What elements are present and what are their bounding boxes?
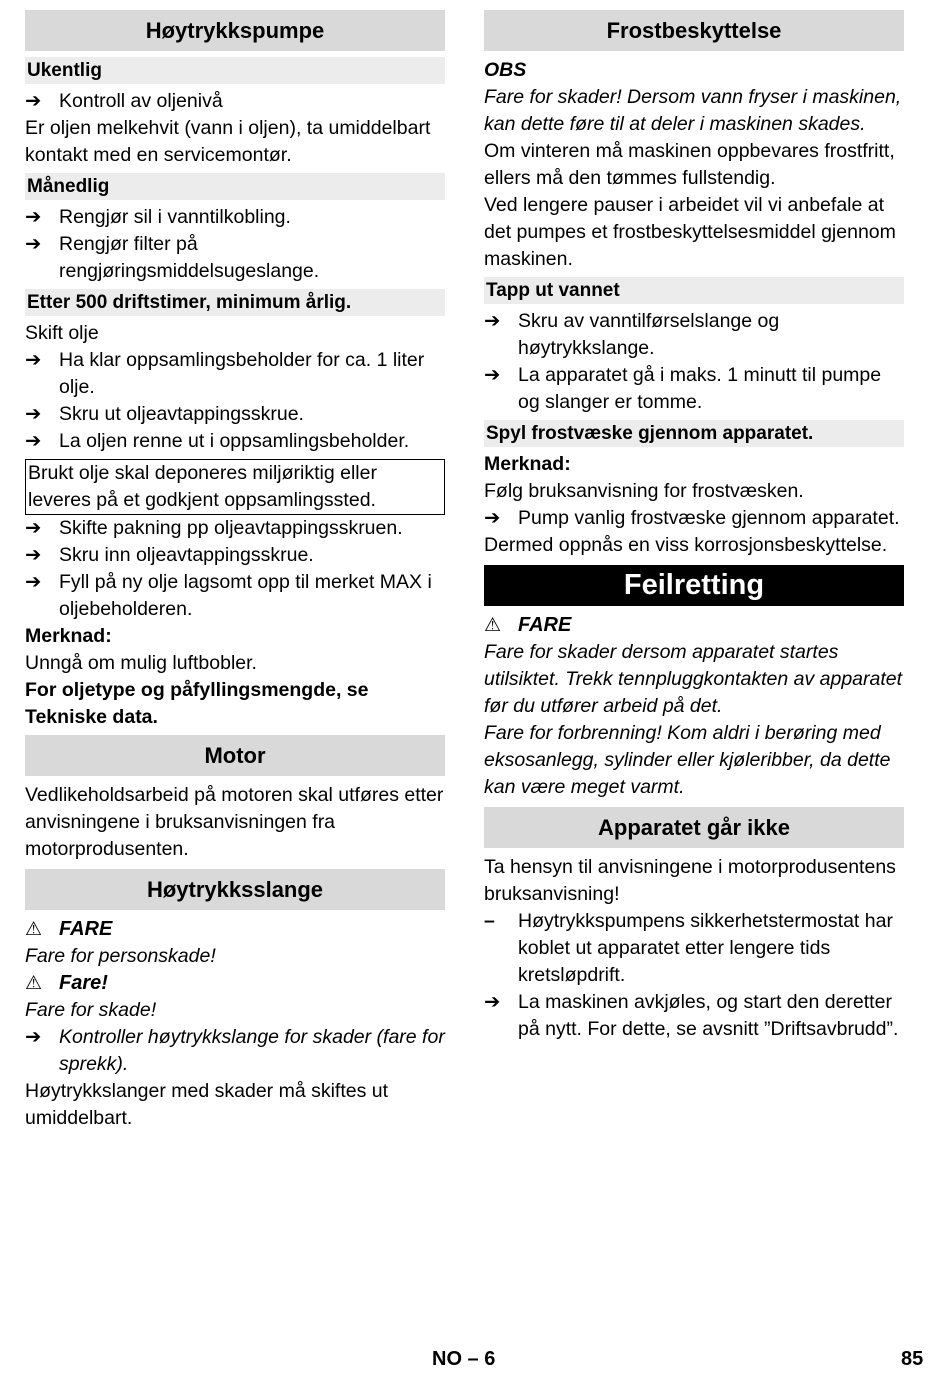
arrow-icon: ➔ (25, 571, 42, 593)
danger-text: Fare for skade! (25, 999, 157, 1021)
arrow-icon: ➔ (25, 233, 42, 255)
hose-text: Høytrykkslanger med skader må skiftes ut umiddelbart. (25, 1080, 389, 1129)
list-item: ➔ Kontroll av oljenivå (25, 88, 445, 115)
weekly-text: Er oljen melkehvit (vann i oljen), ta umiddelbart kontakt med en servicemontør. (25, 117, 431, 166)
arrow-icon: ➔ (484, 991, 501, 1013)
section-title-device-not-running: Apparatet går ikke (484, 807, 904, 848)
pause-text: Ved lengere pauser i arbeidet vil vi anbefale at det pumpes et frostbeskyttelsesmiddel gjennom maskinen. (484, 194, 896, 270)
section-title-troubleshooting: Feilretting (484, 565, 904, 606)
danger-warning: ⚠ FARE (25, 916, 445, 943)
list-item: ➔ Skru inn oljeavtappingsskrue. (25, 542, 445, 569)
list-item: ➔ Rengjør filter på rengjøringsmiddelsugeslange. (25, 233, 320, 282)
arrow-icon: ➔ (25, 430, 42, 452)
subheading-after-500-hours: Etter 500 driftstimer, minimum årlig. (25, 289, 445, 316)
arrow-icon: ➔ (25, 403, 42, 425)
arrow-icon: ➔ (484, 507, 501, 529)
page-number: 85 (901, 1348, 924, 1370)
subheading-flush-antifreeze: Spyl frostvæske gjennom apparatet. (484, 420, 904, 447)
danger-warning: ⚠ Fare! (25, 970, 445, 997)
language-page-code: NO – 6 (432, 1348, 496, 1370)
section-title-high-pressure-hose: Høytrykksslange (25, 869, 445, 910)
note-text: Unngå om mulig luftbobler. (25, 652, 257, 674)
left-column (25, 10, 445, 1132)
list-item: ➔ Skru av vanntilførselslange og høytrykkslange. (484, 310, 780, 359)
winter-text: Om vinteren må maskinen oppbevares frostfritt, ellers må den tømmes fullstendig. (484, 140, 895, 189)
warning-icon: ⚠ (25, 973, 43, 994)
section-title-frost-protection: Frostbeskyttelse (484, 10, 904, 51)
subheading-weekly: Ukentlig (25, 57, 445, 84)
arrow-icon: ➔ (25, 90, 42, 112)
note-text: Følg bruksanvisning for frostvæsken. (484, 480, 804, 502)
oil-type-note: For oljetype og påfyllingsmengde, se Tekniske data. (25, 679, 369, 728)
change-oil-text: Skift olje (25, 322, 99, 344)
list-item: ➔ Pump vanlig frostvæske gjennom apparatet. (484, 505, 904, 532)
note-label: Merknad: (25, 625, 112, 647)
subheading-monthly: Månedlig (25, 173, 445, 200)
motor-text: Vedlikeholdsarbeid på motoren skal utføres etter anvisningene i bruksanvisningen fra motorprodusenten. (25, 784, 444, 860)
list-item: ➔ Ha klar oppsamlingsbeholder for ca. 1 liter olje. (25, 349, 425, 398)
subheading-drain-water: Tapp ut vannet (484, 277, 904, 304)
danger-text: Fare for personskade! (25, 945, 216, 967)
oil-disposal-note: Brukt olje skal deponeres miljøriktig eller leveres på et godkjent oppsamlingssted. (25, 459, 445, 515)
danger-warning: ⚠ FARE (484, 612, 904, 639)
arrow-icon: ➔ (484, 364, 501, 386)
instructions-text: Ta hensyn til anvisningene i motorprodusentens bruksanvisning! (484, 856, 896, 905)
list-item: ➔ Skifte pakning pp oljeavtappingsskruen. (25, 515, 445, 542)
list-item: ➔ Skru ut oljeavtappingsskrue. (25, 401, 445, 428)
list-item: – Høytrykkspumpens sikkerhetstermostat har koblet ut apparatet etter lengere tids kretsløpdrift. (484, 910, 893, 986)
obs-text: Fare for skader! Dersom vann fryser i maskinen, kan dette føre til at deler i maskinen skades. (484, 86, 902, 135)
arrow-icon: ➔ (25, 349, 42, 371)
burn-text: Fare for forbrenning! Kom aldri i berøring med eksosanlegg, sylinder eller kjøleribber, da dette kan være meget varmt. (484, 722, 891, 798)
corrosion-text: Dermed oppnås en viss korrosjonsbeskyttelse. (484, 534, 888, 556)
list-item: ➔ La oljen renne ut i oppsamlingsbeholder. (25, 428, 445, 455)
warning-icon: ⚠ (484, 615, 502, 636)
list-item: ➔ La maskinen avkjøles, og start den deretter på nytt. For dette, se avsnitt ”Driftsavbrudd”. (484, 991, 899, 1040)
warning-icon: ⚠ (25, 919, 43, 940)
arrow-icon: ➔ (25, 1026, 42, 1048)
obs-label: OBS (484, 59, 527, 81)
dash-icon: – (484, 910, 495, 932)
right-column (484, 10, 904, 1043)
arrow-icon: ➔ (25, 206, 42, 228)
list-item: ➔ Fyll på ny olje lagsomt opp til merket MAX i oljebeholderen. (25, 571, 432, 620)
note-label: Merknad: (484, 453, 571, 475)
section-title-high-pressure-pump: Høytrykkspumpe (25, 10, 445, 51)
arrow-icon: ➔ (25, 544, 42, 566)
list-item: ➔ La apparatet gå i maks. 1 minutt til pumpe og slanger er tomme. (484, 364, 882, 413)
list-item: ➔ Kontroller høytrykkslange for skader (fare for sprekk). (25, 1026, 445, 1075)
section-title-motor: Motor (25, 735, 445, 776)
arrow-icon: ➔ (484, 310, 501, 332)
danger-text: Fare for skader dersom apparatet startes utilsiktet. Trekk tennpluggkontakten av apparatet før du utfører arbeid på det. (484, 641, 903, 717)
list-item: ➔ Rengjør sil i vanntilkobling. (25, 204, 445, 231)
arrow-icon: ➔ (25, 517, 42, 539)
